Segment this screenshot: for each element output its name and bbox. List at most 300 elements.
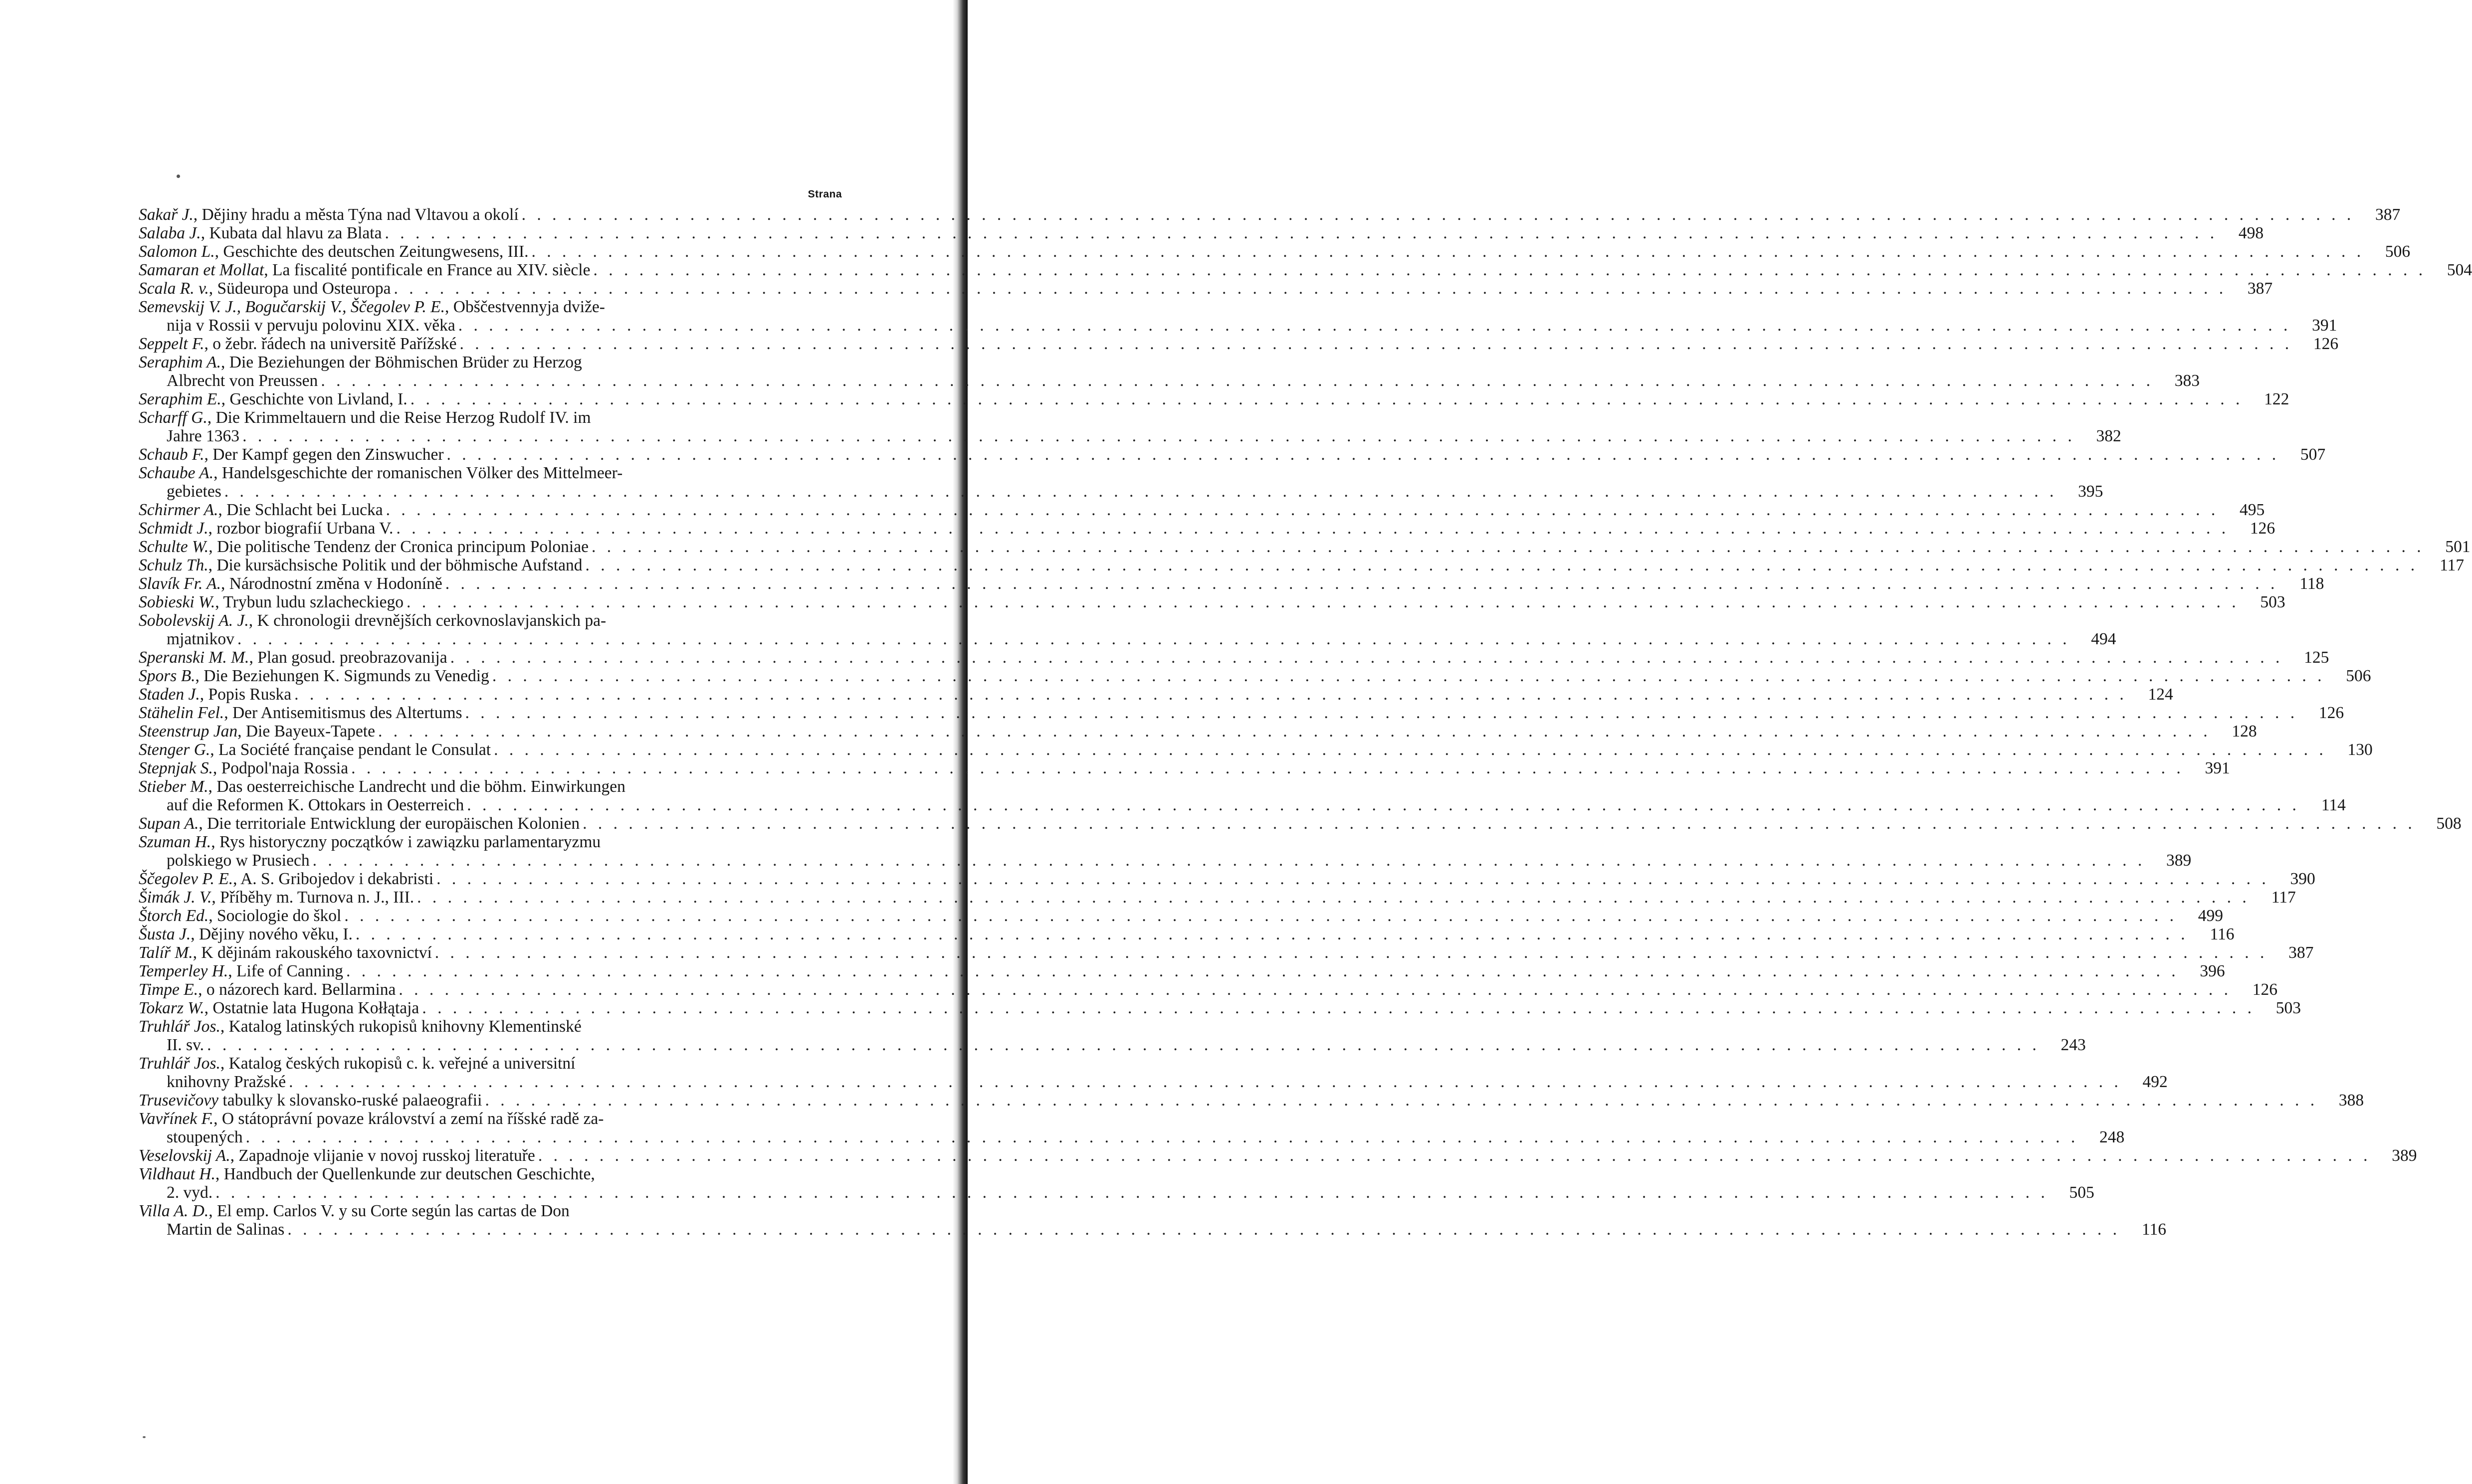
entry-text [167, 427, 239, 445]
dot-leader: . . . . . . . . . . . . . . . . . . . . . . . . . . . . . . . . . . . . . . . . . . . . . . . . . . . . . . . . . . . . . . . . . . . . . . . . . . . . . . . . . . . . . . . . . . . . . . . . . . . . . . . . . . . . . . . . . . . . . . . . [434, 943, 2268, 962]
entry-title: Südeuropa und Osteuropa [217, 279, 391, 298]
entry-text: Scala R. v., Südeuropa und Osteuropa [139, 279, 391, 298]
entry-text: Schaube A., Handelsgeschichte der romanischen Völker des Mittelmeer- [139, 464, 623, 482]
dot-leader: . . . . . . . . . . . . . . . . . . . . . . . . . . . . . . . . . . . . . . . . . . . . . . . . . . . . . . . . . . . . . . . . . . . . . . . . . . . . . . . . . . . . . . . . . . . . . . . . . . . . . . . . . . . . . . . . . . . . . . . . [378, 722, 2211, 741]
entry-title: Katalog českých rukopisů c. k. veřejné a universitní [228, 1054, 576, 1073]
dot-leader: . . . . . . . . . . . . . . . . . . . . . . . . . . . . . . . . . . . . . . . . . . . . . . . . . . . . . . . . . . . . . . . . . . . . . . . . . . . . . . . . . . . . . . . . . . . . . . . . . . . . . . . . . . . . . . . . . . . . . . . . [351, 759, 2184, 777]
entry-text: Sobieski W., Trybun ludu szlacheckiego [139, 593, 404, 611]
entry-title: II. sv. [167, 1036, 205, 1054]
entry-text: Stieber M., Das oesterreichische Landrecht und die böhm. Einwirkungen [139, 777, 625, 796]
index-entry [139, 814, 2462, 833]
entry-text: Seraphim A., Die Beziehungen der Böhmischen Brüder zu Herzog [139, 353, 582, 371]
entry-text: Samaran et Mollat, La fiscalité pontificale en France au XIV. siècle [139, 261, 591, 279]
entry-page-number: 118 [2299, 574, 2324, 593]
entry-line [139, 335, 2339, 353]
index-entry [139, 224, 2264, 242]
entry-text: Semevskij V. J., Bogučarskij V., Ščegolev P. E., Obščestvennyja dviže- [139, 298, 605, 316]
entry-title: Dějiny nového věku, I. [199, 925, 353, 943]
dot-leader: . . . . . . . . . . . . . . . . . . . . . . . . . . . . . . . . . . . . . . . . . . . . . . . . . . . . . . . . . . . . . . . . . . . . . . . . . . . . . . . . . . . . . . . . . . . . . . . . . . . . . . . . . . . . . . . . . . . . . . . . [399, 980, 2232, 999]
index-entry [139, 685, 2173, 704]
entry-text [167, 1183, 212, 1202]
entry-title: auf die Reformen K. Ottokars in Oesterreich [167, 796, 464, 814]
dot-leader: . . . . . . . . . . . . . . . . . . . . . . . . . . . . . . . . . . . . . . . . . . . . . . . . . . . . . . . . . . . . . . . . . . . . . . . . . . . . . . . . . . . . . . . . . . . . . . . . . . . . . . . . . . . . . . . . . . . . . . . . [458, 316, 2291, 335]
index-entry [139, 704, 2344, 722]
dot-leader: . . . . . . . . . . . . . . . . . . . . . . . . . . . . . . . . . . . . . . . . . . . . . . . . . . . . . . . . . . . . . . . . . . . . . . . . . . . . . . . . . . . . . . . . . . . . . . . . . . . . . . . . . . . . . . . . . . . . . . . . [207, 1036, 2040, 1054]
entry-line [139, 962, 2225, 980]
entry-text: Stähelin Fel., Der Antisemitismus des Altertums [139, 704, 462, 722]
entry-author: Sobieski W. [139, 593, 215, 611]
dot-leader: . . . . . . . . . . . . . . . . . . . . . . . . . . . . . . . . . . . . . . . . . . . . . . . . . . . . . . . . . . . . . . . . . . . . . . . . . . . . . . . . . . . . . . . . . . . . . . . . . . . . . . . . . . . . . . . . . . . . . . . . [287, 1220, 2120, 1239]
entry-text [139, 1091, 482, 1110]
entry-title: o názorech kard. Bellarmina [206, 980, 396, 999]
index-header [139, 186, 848, 205]
index-entry [139, 556, 2465, 574]
entry-page-number: 387 [2288, 943, 2314, 962]
entry-text [167, 316, 455, 335]
index-entry [139, 925, 2235, 943]
entry-page-number: 391 [2312, 316, 2337, 335]
entry-text [167, 851, 310, 870]
entry-text: Scharff G., Die Krimmeltauern und die Reise Herzog Rudolf IV. im [139, 408, 591, 427]
entry-line [139, 390, 2289, 408]
entry-page-number: 243 [2060, 1036, 2086, 1054]
entry-page-number: 125 [2304, 648, 2329, 667]
dot-leader: . . . . . . . . . . . . . . . . . . . . . . . . . . . . . . . . . . . . . . . . . . . . . . . . . . . . . . . . . . . . . . . . . . . . . . . . . . . . . . . . . . . . . . . . . . . . . . . . . . . . . . . . . . . . . . . . . . . . . . . . [521, 205, 2355, 224]
entry-line [139, 667, 2371, 685]
index-entry [139, 667, 2371, 685]
entry-line [139, 925, 2235, 943]
dot-leader: . . . . . . . . . . . . . . . . . . . . . . . . . . . . . . . . . . . . . . . . . . . . . . . . . . . . . . . . . . . . . . . . . . . . . . . . . . . . . . . . . . . . . . . . . . . . . . . . . . . . . . . . . . . . . . . . . . . . . . . . [494, 741, 2327, 759]
index-entry [139, 870, 2315, 888]
entry-line [139, 224, 2264, 242]
index-entry [139, 519, 2275, 538]
entry-author: Timpe E. [139, 980, 199, 999]
entry-page-number: 499 [2198, 907, 2223, 925]
index-entry [139, 1146, 2417, 1165]
entry-text: Steenstrup Jan, Die Bayeux-Tapete [139, 722, 375, 741]
entry-title: tabulky k slovansko-ruské palaeografii [222, 1091, 482, 1110]
entry-title: La fiscalité pontificale en France au XIV. siècle [272, 261, 591, 279]
entry-text: Timpe E., o názorech kard. Bellarmina [139, 980, 396, 999]
index-entry [139, 777, 2346, 814]
entry-line [139, 538, 2471, 556]
entry-continuation-line [139, 427, 2121, 445]
entry-text: Vavřínek F., O státoprávní povaze království a zemí na říšské radě za- [139, 1110, 604, 1128]
dot-leader: . . . . . . . . . . . . . . . . . . . . . . . . . . . . . . . . . . . . . . . . . . . . . . . . . . . . . . . . . . . . . . . . . . . . . . . . . . . . . . . . . . . . . . . . . . . . . . . . . . . . . . . . . . . . . . . . . . . . . . . . [445, 574, 2278, 593]
entry-text: Spors B., Die Beziehungen K. Sigmunds zu Venedig [139, 667, 489, 685]
index-entry [139, 1202, 2166, 1239]
entry-line [139, 888, 2296, 907]
dot-leader: . . . . . . . . . . . . . . . . . . . . . . . . . . . . . . . . . . . . . . . . . . . . . . . . . . . . . . . . . . . . . . . . . . . . . . . . . . . . . . . . . . . . . . . . . . . . . . . . . . . . . . . . . . . . . . . . . . . . . . . . [492, 667, 2325, 685]
entry-text: Tokarz W., Ostatnie lata Hugona Kołłątaja [139, 999, 419, 1017]
entry-author: Štorch Ed. [139, 907, 209, 925]
dot-leader: . . . . . . . . . . . . . . . . . . . . . . . . . . . . . . . . . . . . . . . . . . . . . . . . . . . . . . . . . . . . . . . . . . . . . . . . . . . . . . . . . . . . . . . . . . . . . . . . . . . . . . . . . . . . . . . . . . . . . . . . [422, 999, 2255, 1017]
entry-page-number: 126 [2313, 335, 2339, 353]
entry-author: Steenstrup Jan [139, 722, 238, 741]
entry-line [139, 261, 2472, 279]
index-entry [139, 445, 2326, 464]
entry-title: Příběhy m. Turnova n. J., III. [220, 888, 414, 907]
entry-title: Geschichte von Livland, I. [229, 390, 408, 408]
entry-title: Zapadnoje vlijanie v novoj russkoj literatuře [238, 1146, 535, 1165]
dot-leader: . . . . . . . . . . . . . . . . . . . . . . . . . . . . . . . . . . . . . . . . . . . . . . . . . . . . . . . . . . . . . . . . . . . . . . . . . . . . . . . . . . . . . . . . . . . . . . . . . . . . . . . . . . . . . . . . . . . . . . . . [385, 224, 2218, 242]
dot-leader: . . . . . . . . . . . . . . . . . . . . . . . . . . . . . . . . . . . . . . . . . . . . . . . . . . . . . . . . . . . . . . . . . . . . . . . . . . . . . . . . . . . . . . . . . . . . . . . . . . . . . . . . . . . . . . . . . . . . . . . . [407, 593, 2240, 611]
entry-page-number: 503 [2260, 593, 2285, 611]
entry-page-number: 389 [2166, 851, 2192, 870]
dot-leader: . . . . . . . . . . . . . . . . . . . . . . . . . . . . . . . . . . . . . . . . . . . . . . . . . . . . . . . . . . . . . . . . . . . . . . . . . . . . . . . . . . . . . . . . . . . . . . . . . . . . . . . . . . . . . . . . . . . . . . . . [396, 519, 2230, 538]
entry-author: Schirmer A. [139, 501, 218, 519]
entry-text: Štorch Ed., Sociologie do škol [139, 907, 342, 925]
entry-line [139, 833, 848, 851]
entry-text: Truhlář Jos., Katalog českých rukopisů c. k. veřejné a universitní [139, 1054, 576, 1073]
entry-author: Schmidt J. [139, 519, 208, 538]
index-entry [139, 538, 2471, 556]
entry-title: Der Kampf gegen den Zinswucher [212, 445, 444, 464]
entry-page-number: 117 [2440, 556, 2465, 574]
entry-page-number: 117 [2271, 888, 2296, 907]
index-entry [139, 1110, 2125, 1146]
index-entry [139, 833, 2192, 870]
entry-page-number: 387 [2375, 205, 2401, 224]
entry-page-number: 505 [2069, 1183, 2094, 1202]
entry-author: Seppelt F. [139, 335, 205, 353]
entry-text: Šimák J. V., Příběhy m. Turnova n. J., III. [139, 888, 414, 907]
entry-page-number: 124 [2148, 685, 2173, 704]
index-entry [139, 907, 2223, 925]
entry-continuation-line [139, 482, 2103, 501]
entry-title: K chronologii drevnějších cerkovnoslavjanskich pa- [257, 611, 607, 630]
entry-author: Šimák J. V. [139, 888, 212, 907]
index-entry [139, 722, 2257, 741]
index-entry [139, 593, 2285, 611]
entry-line [139, 408, 848, 427]
entry-text: Stenger G., La Société française pendant le Consulat [139, 741, 491, 759]
entry-author: Vavřínek F. [139, 1110, 214, 1128]
entry-line [139, 611, 848, 630]
entry-continuation-line [139, 796, 2346, 814]
entry-page-number: 390 [2290, 870, 2315, 888]
entry-page-number: 389 [2392, 1146, 2417, 1165]
entry-title: stoupených [167, 1128, 243, 1146]
entry-page-number: 114 [2321, 796, 2346, 814]
entry-author: Villa A. D. [139, 1202, 209, 1220]
entry-line [139, 999, 2301, 1017]
entry-line [139, 1146, 2417, 1165]
entry-title: rozbor biografií Urbana V. [216, 519, 394, 538]
entry-text: Salomon L., Geschichte des deutschen Zeitungwesens, III. [139, 242, 529, 261]
entry-author: Temperley H. [139, 962, 228, 980]
entry-line [139, 556, 2465, 574]
entry-text: Supan A., Die territoriale Entwicklung der europäischen Kolonien [139, 814, 580, 833]
dot-leader: . . . . . . . . . . . . . . . . . . . . . . . . . . . . . . . . . . . . . . . . . . . . . . . . . . . . . . . . . . . . . . . . . . . . . . . . . . . . . . . . . . . . . . . . . . . . . . . . . . . . . . . . . . . . . . . . . . . . . . . . [417, 888, 2250, 907]
entry-title: Trybun ludu szlacheckiego [223, 593, 404, 611]
dot-leader: . . . . . . . . . . . . . . . . . . . . . . . . . . . . . . . . . . . . . . . . . . . . . . . . . . . . . . . . . . . . . . . . . . . . . . . . . . . . . . . . . . . . . . . . . . . . . . . . . . . . . . . . . . . . . . . . . . . . . . . . [215, 1183, 2049, 1202]
entry-title: El emp. Carlos V. y su Corte según las cartas de Don [216, 1202, 570, 1220]
entry-page-number: 498 [2238, 224, 2264, 242]
entry-title: Die Krimmeltauern und die Reise Herzog Rudolf IV. im [215, 408, 591, 427]
entry-text [167, 482, 221, 501]
entry-title: O státoprávní povaze království a zemí na říšské radě za- [221, 1110, 604, 1128]
entry-title: La Société française pendant le Consulat [218, 741, 491, 759]
entry-line [139, 1017, 848, 1036]
entry-text [167, 1036, 204, 1054]
entry-author: Szuman H. [139, 833, 211, 851]
entry-title: knihovny Pražské [167, 1073, 286, 1091]
index-entry [139, 335, 2339, 353]
entry-author: Scala R. v. [139, 279, 209, 298]
entry-text: Szuman H., Rys historyczny początków i zawiązku parlamentaryzmu [139, 833, 601, 851]
entry-title: mjatnikov [167, 630, 234, 648]
entry-author: Truhlář Jos. [139, 1017, 220, 1036]
dot-leader: . . . . . . . . . . . . . . . . . . . . . . . . . . . . . . . . . . . . . . . . . . . . . . . . . . . . . . . . . . . . . . . . . . . . . . . . . . . . . . . . . . . . . . . . . . . . . . . . . . . . . . . . . . . . . . . . . . . . . . . . [346, 962, 2179, 980]
entry-text: Slavík Fr. A., Národnostní změna v Hodoníně [139, 574, 442, 593]
entry-page-number: 495 [2240, 501, 2265, 519]
dot-leader: . . . . . . . . . . . . . . . . . . . . . . . . . . . . . . . . . . . . . . . . . . . . . . . . . . . . . . . . . . . . . . . . . . . . . . . . . . . . . . . . . . . . . . . . . . . . . . . . . . . . . . . . . . . . . . . . . . . . . . . . [485, 1091, 2318, 1110]
dot-leader: . . . . . . . . . . . . . . . . . . . . . . . . . . . . . . . . . . . . . . . . . . . . . . . . . . . . . . . . . . . . . . . . . . . . . . . . . . . . . . . . . . . . . . . . . . . . . . . . . . . . . . . . . . . . . . . . . . . . . . . . [321, 371, 2154, 390]
entry-title: Die Beziehungen der Böhmischen Brüder zu Herzog [229, 353, 582, 371]
index-entry [139, 1017, 2086, 1054]
dot-leader: . . . . . . . . . . . . . . . . . . . . . . . . . . . . . . . . . . . . . . . . . . . . . . . . . . . . . . . . . . . . . . . . . . . . . . . . . . . . . . . . . . . . . . . . . . . . . . . . . . . . . . . . . . . . . . . . . . . . . . . . [583, 814, 2416, 833]
entry-text [167, 1220, 284, 1239]
entry-text: Seppelt F., o žebr. řádech na universitě Pařížské [139, 335, 457, 353]
index-entry [139, 999, 2301, 1017]
dot-leader: . . . . . . . . . . . . . . . . . . . . . . . . . . . . . . . . . . . . . . . . . . . . . . . . . . . . . . . . . . . . . . . . . . . . . . . . . . . . . . . . . . . . . . . . . . . . . . . . . . . . . . . . . . . . . . . . . . . . . . . . [394, 279, 2227, 298]
entry-title: Popis Ruska [208, 685, 292, 704]
entry-text: Sakař J., Dějiny hradu a města Týna nad Vltavou a okolí [139, 205, 519, 224]
index-entry [139, 888, 2296, 907]
entry-author: Spors B. [139, 667, 196, 685]
entry-title: Katalog latinských rukopisů knihovny Klementinské [228, 1017, 582, 1036]
entry-line [139, 777, 848, 796]
entry-title: Handelsgeschichte der romanischen Völker des Mittelmeer- [221, 464, 623, 482]
entry-author: Truhlář Jos. [139, 1054, 220, 1073]
entry-line [139, 593, 2285, 611]
entry-line [139, 1165, 848, 1183]
index-entry [139, 574, 2324, 593]
entry-title: Obščestvennyja dviže- [453, 298, 605, 316]
entry-line [139, 722, 2257, 741]
entry-author: Seraphim E. [139, 390, 221, 408]
entry-title: Plan gosud. preobrazovanija [257, 648, 447, 667]
entry-title: o žebr. řádech na universitě Pařížské [212, 335, 457, 353]
index-entry [139, 611, 2116, 648]
entry-page-number: 116 [2141, 1220, 2166, 1239]
entry-page-number: 126 [2252, 980, 2277, 999]
entry-line [139, 980, 2277, 999]
entry-text: Talíř M., K dějinám rakouského taxovnictví [139, 943, 432, 962]
entry-page-number: 391 [2205, 759, 2230, 777]
entry-title: 2. vyd. [167, 1183, 213, 1202]
entry-line [139, 574, 2324, 593]
dot-leader: . . . . . . . . . . . . . . . . . . . . . . . . . . . . . . . . . . . . . . . . . . . . . . . . . . . . . . . . . . . . . . . . . . . . . . . . . . . . . . . . . . . . . . . . . . . . . . . . . . . . . . . . . . . . . . . . . . . . . . . . [237, 630, 2070, 648]
entry-author: Vildhaut H. [139, 1165, 215, 1183]
entry-text: Schirmer A., Die Schlacht bei Lucka [139, 501, 383, 519]
entry-line [139, 943, 2314, 962]
index-entry [139, 261, 2472, 279]
entry-author: Staden J. [139, 685, 200, 704]
index-entry [139, 1091, 2364, 1110]
entry-author: Sobolevskij A. J. [139, 611, 249, 630]
entry-text: Schmidt J., rozbor biografií Urbana V. [139, 519, 394, 538]
dot-leader: . . . . . . . . . . . . . . . . . . . . . . . . . . . . . . . . . . . . . . . . . . . . . . . . . . . . . . . . . . . . . . . . . . . . . . . . . . . . . . . . . . . . . . . . . . . . . . . . . . . . . . . . . . . . . . . . . . . . . . . . [531, 242, 2365, 261]
entry-page-number: 395 [2078, 482, 2103, 501]
entry-text: Sobolevskij A. J., K chronologii drevnějších cerkovnoslavjanskich pa- [139, 611, 607, 630]
dot-leader: . . . . . . . . . . . . . . . . . . . . . . . . . . . . . . . . . . . . . . . . . . . . . . . . . . . . . . . . . . . . . . . . . . . . . . . . . . . . . . . . . . . . . . . . . . . . . . . . . . . . . . . . . . . . . . . . . . . . . . . . [289, 1073, 2122, 1091]
dot-leader: . . . . . . . . . . . . . . . . . . . . . . . . . . . . . . . . . . . . . . . . . . . . . . . . . . . . . . . . . . . . . . . . . . . . . . . . . . . . . . . . . . . . . . . . . . . . . . . . . . . . . . . . . . . . . . . . . . . . . . . . [446, 445, 2280, 464]
index-entry [139, 648, 2329, 667]
index-entry [139, 962, 2225, 980]
entry-title: polskiego w Prusiech [167, 851, 310, 870]
entry-page-number: 504 [2447, 261, 2472, 279]
entry-title: Das oesterreichische Landrecht und die böhm. Einwirkungen [216, 777, 625, 796]
entry-title: Albrecht von Preussen [167, 371, 318, 390]
entry-author: Seraphim A. [139, 353, 221, 371]
entry-author: Speranski M. M. [139, 648, 249, 667]
entry-line [139, 242, 2411, 261]
entry-line [139, 685, 2173, 704]
entry-line [139, 907, 2223, 925]
dot-leader: . . . . . . . . . . . . . . . . . . . . . . . . . . . . . . . . . . . . . . . . . . . . . . . . . . . . . . . . . . . . . . . . . . . . . . . . . . . . . . . . . . . . . . . . . . . . . . . . . . . . . . . . . . . . . . . . . . . . . . . . [467, 796, 2300, 814]
entry-line [139, 1110, 848, 1128]
entry-page-number: 383 [2174, 371, 2200, 390]
entry-title: Podpol'naja Rossia [221, 759, 349, 777]
entry-line [139, 1054, 848, 1073]
entry-text: Schulte W., Die politische Tendenz der Cronica principum Poloniae [139, 538, 589, 556]
dot-leader: . . . . . . . . . . . . . . . . . . . . . . . . . . . . . . . . . . . . . . . . . . . . . . . . . . . . . . . . . . . . . . . . . . . . . . . . . . . . . . . . . . . . . . . . . . . . . . . . . . . . . . . . . . . . . . . . . . . . . . . . [410, 390, 2244, 408]
index-entry [139, 298, 2337, 335]
entry-title: Dějiny hradu a města Týna nad Vltavou a okolí [202, 205, 519, 224]
entry-title: gebietes [167, 482, 221, 501]
index-entry [139, 1054, 2168, 1091]
entry-page-number: 130 [2347, 741, 2373, 759]
entry-author: Scharff G. [139, 408, 207, 427]
entry-text: Salaba J., Kubata dal hlavu za Blata [139, 224, 382, 242]
dot-leader: . . . . . . . . . . . . . . . . . . . . . . . . . . . . . . . . . . . . . . . . . . . . . . . . . . . . . . . . . . . . . . . . . . . . . . . . . . . . . . . . . . . . . . . . . . . . . . . . . . . . . . . . . . . . . . . . . . . . . . . . [591, 538, 2425, 556]
entry-title: Die kursächsische Politik und der böhmische Aufstand [216, 556, 583, 574]
entry-page-number: 494 [2091, 630, 2116, 648]
index-entry [139, 501, 2265, 519]
entry-title: Jahre 1363 [167, 427, 240, 445]
entry-text [167, 371, 318, 390]
entry-author: Salaba J. [139, 224, 201, 242]
entry-page-number: 508 [2436, 814, 2462, 833]
dot-leader: . . . . . . . . . . . . . . . . . . . . . . . . . . . . . . . . . . . . . . . . . . . . . . . . . . . . . . . . . . . . . . . . . . . . . . . . . . . . . . . . . . . . . . . . . . . . . . . . . . . . . . . . . . . . . . . . . . . . . . . . [585, 556, 2419, 574]
entry-title: Der Antisemitismus des Altertums [232, 704, 462, 722]
index-entry [139, 390, 2289, 408]
entry-line [139, 704, 2344, 722]
entry-page-number: 503 [2275, 999, 2301, 1017]
index-entry [139, 943, 2314, 962]
dot-leader: . . . . . . . . . . . . . . . . . . . . . . . . . . . . . . . . . . . . . . . . . . . . . . . . . . . . . . . . . . . . . . . . . . . . . . . . . . . . . . . . . . . . . . . . . . . . . . . . . . . . . . . . . . . . . . . . . . . . . . . . [436, 870, 2269, 888]
entry-page-number: 128 [2232, 722, 2257, 741]
entry-title: Geschichte des deutschen Zeitungwesens, III. [223, 242, 529, 261]
entry-page-number: 126 [2250, 519, 2275, 538]
entry-continuation-line [139, 1183, 2094, 1202]
entry-text: Šusta J., Dějiny nového věku, I. [139, 925, 353, 943]
entry-title: Life of Canning [236, 962, 343, 980]
entry-author: Schulz Th. [139, 556, 208, 574]
entry-line [139, 519, 2275, 538]
entry-page-number: 506 [2385, 242, 2411, 261]
index-entry [139, 353, 2200, 390]
index-entry [139, 279, 2273, 298]
entry-text: Staden J., Popis Ruska [139, 685, 292, 704]
entry-title: K dějinám rakouského taxovnictví [201, 943, 432, 962]
entry-text: Temperley H., Life of Canning [139, 962, 343, 980]
entry-author: Šusta J. [139, 925, 191, 943]
entry-author: Supan A. [139, 814, 199, 833]
entry-page-number: 501 [2445, 538, 2471, 556]
dot-leader: . . . . . . . . . . . . . . . . . . . . . . . . . . . . . . . . . . . . . . . . . . . . . . . . . . . . . . . . . . . . . . . . . . . . . . . . . . . . . . . . . . . . . . . . . . . . . . . . . . . . . . . . . . . . . . . . . . . . . . . . [344, 907, 2177, 925]
entry-text: Stepnjak S., Podpol'naja Rossia [139, 759, 349, 777]
dot-leader: . . . . . . . . . . . . . . . . . . . . . . . . . . . . . . . . . . . . . . . . . . . . . . . . . . . . . . . . . . . . . . . . . . . . . . . . . . . . . . . . . . . . . . . . . . . . . . . . . . . . . . . . . . . . . . . . . . . . . . . . [538, 1146, 2371, 1165]
entry-page-number: 387 [2247, 279, 2273, 298]
dot-leader: . . . . . . . . . . . . . . . . . . . . . . . . . . . . . . . . . . . . . . . . . . . . . . . . . . . . . . . . . . . . . . . . . . . . . . . . . . . . . . . . . . . . . . . . . . . . . . . . . . . . . . . . . . . . . . . . . . . . . . . . [465, 704, 2298, 722]
entry-author: Tokarz W. [139, 999, 205, 1017]
entry-page-number: 388 [2338, 1091, 2364, 1110]
entry-author: Stenger G. [139, 741, 210, 759]
entry-page-number: 116 [2210, 925, 2235, 943]
entry-text: Speranski M. M., Plan gosud. preobrazovanija [139, 648, 447, 667]
entry-title: Kubata dal hlavu za Blata [209, 224, 382, 242]
entry-title: Ostatnie lata Hugona Kołłątaja [212, 999, 419, 1017]
entry-page-number: 382 [2096, 427, 2121, 445]
entry-text: Villa A. D., El emp. Carlos V. y su Corte según las cartas de Don [139, 1202, 570, 1220]
index-entries [139, 205, 2472, 1239]
entry-author: Semevskij V. J., Bogučarskij V., Ščegolev P. E. [139, 298, 445, 316]
dot-leader: . . . . . . . . . . . . . . . . . . . . . . . . . . . . . . . . . . . . . . . . . . . . . . . . . . . . . . . . . . . . . . . . . . . . . . . . . . . . . . . . . . . . . . . . . . . . . . . . . . . . . . . . . . . . . . . . . . . . . . . . [450, 648, 2283, 667]
dot-leader: . . . . . . . . . . . . . . . . . . . . . . . . . . . . . . . . . . . . . . . . . . . . . . . . . . . . . . . . . . . . . . . . . . . . . . . . . . . . . . . . . . . . . . . . . . . . . . . . . . . . . . . . . . . . . . . . . . . . . . . . [294, 685, 2127, 704]
entry-page-number: 507 [2300, 445, 2326, 464]
dot-leader: . . . . . . . . . . . . . . . . . . . . . . . . . . . . . . . . . . . . . . . . . . . . . . . . . . . . . . . . . . . . . . . . . . . . . . . . . . . . . . . . . . . . . . . . . . . . . . . . . . . . . . . . . . . . . . . . . . . . . . . . [593, 261, 2427, 279]
entry-author: Schulte W. [139, 538, 209, 556]
entry-text [167, 1073, 286, 1091]
entry-continuation-line [139, 1220, 2166, 1239]
author-index [139, 186, 2472, 1239]
entry-continuation-line [139, 1073, 2168, 1091]
entry-text: Truhlář Jos., Katalog latinských rukopisů knihovny Klementinské [139, 1017, 582, 1036]
index-entry [139, 242, 2411, 261]
entry-line [139, 870, 2315, 888]
entry-author: Stähelin Fel. [139, 704, 224, 722]
entry-title: Die Beziehungen K. Sigmunds zu Venedig [204, 667, 489, 685]
entry-line [139, 648, 2329, 667]
entry-author: Trusevičovy [139, 1091, 219, 1110]
entry-text: Seraphim E., Geschichte von Livland, I. [139, 390, 408, 408]
entry-page-number: 126 [2318, 704, 2344, 722]
entry-text [167, 1128, 243, 1146]
entry-text: Ščegolev P. E., A. S. Gribojedov i dekabristi [139, 870, 434, 888]
entry-line [139, 464, 848, 482]
entry-title: Sociologie do škol [216, 907, 342, 925]
dot-leader: . . . . . . . . . . . . . . . . . . . . . . . . . . . . . . . . . . . . . . . . . . . . . . . . . . . . . . . . . . . . . . . . . . . . . . . . . . . . . . . . . . . . . . . . . . . . . . . . . . . . . . . . . . . . . . . . . . . . . . . . [242, 427, 2075, 445]
entry-line [139, 205, 2401, 224]
index-entry [139, 741, 2373, 759]
entry-text: Schaub F., Der Kampf gegen den Zinswucher [139, 445, 444, 464]
entry-author: Schaube A. [139, 464, 214, 482]
entry-text: Vildhaut H., Handbuch der Quellenkunde zur deutschen Geschichte, [139, 1165, 595, 1183]
entry-title: Die Schlacht bei Lucka [226, 501, 383, 519]
entry-page-number: 506 [2346, 667, 2371, 685]
index-entry [139, 1165, 2094, 1202]
entry-line [139, 279, 2273, 298]
print-speck [143, 1436, 146, 1438]
entry-continuation-line [139, 1128, 2125, 1146]
index-entry [139, 464, 2103, 501]
entry-text: Schulz Th., Die kursächsische Politik und der böhmische Aufstand [139, 556, 583, 574]
entry-author: Veselovskij A. [139, 1146, 230, 1165]
entry-title: A. S. Gribojedov i dekabristi [240, 870, 434, 888]
